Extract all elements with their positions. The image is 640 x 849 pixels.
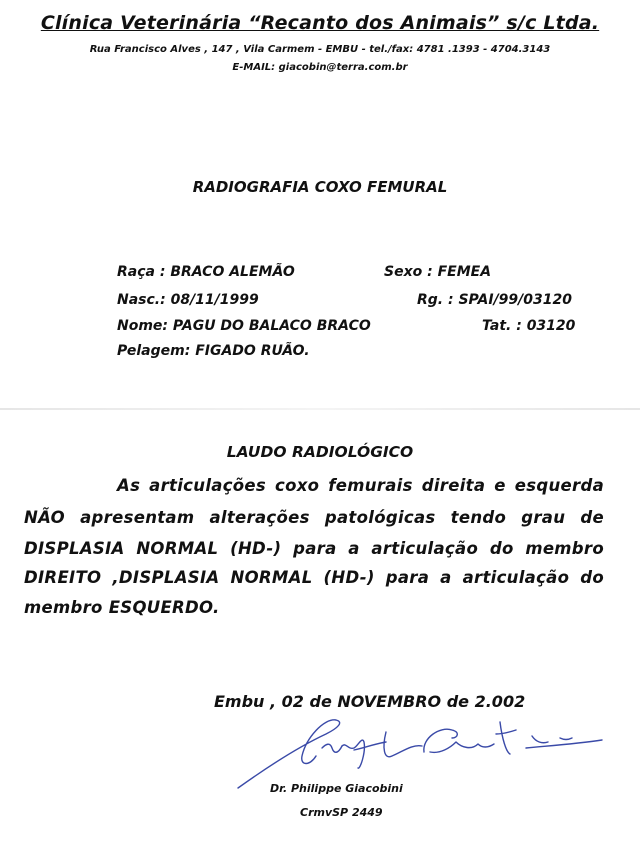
report-title: LAUDO RADIOLÓGICO	[226, 443, 414, 461]
veterinarian-crmv: CrmvSP 2449	[300, 806, 383, 819]
coat-field: Pelagem: FIGADO RUÃO.	[117, 343, 310, 359]
report-line: NÃO apresentam alterações patológicas tendo grau de	[24, 508, 604, 527]
sex-field: Sexo : FEMEA	[384, 264, 492, 280]
clinic-name: Clínica Veterinária “Recanto dos Animais” s/c Ltda.	[40, 12, 600, 34]
veterinarian-name: Dr. Philippe Giacobini	[270, 782, 403, 795]
place-date: Embu , 02 de NOVEMBRO de 2.002	[214, 692, 526, 711]
breed-field: Raça : BRACO ALEMÃO	[117, 264, 295, 280]
paper-fold-line	[0, 408, 640, 410]
document-title: RADIOGRAFIA COXO FEMURAL	[192, 178, 448, 196]
report-line: DISPLASIA NORMAL (HD-) para a articulação do membro	[24, 539, 604, 558]
report-line: membro ESQUERDO.	[24, 598, 220, 617]
registry-field: Rg. : SPAI/99/03120	[417, 292, 572, 308]
clinic-address: Rua Francisco Alves , 147 , Vila Carmem - EMBU - tel./fax: 4781 .1393 - 4704.3143	[89, 44, 551, 55]
birth-date-field: Nasc.: 08/11/1999	[117, 292, 259, 308]
tattoo-field: Tat. : 03120	[482, 318, 576, 334]
report-line: DIREITO ,DISPLASIA NORMAL (HD-) para a articulação do	[24, 568, 604, 587]
clinic-email: E-MAIL: giacobin@terra.com.br	[232, 62, 408, 73]
patient-name-field: Nome: PAGU DO BALACO BRACO	[117, 318, 371, 334]
report-line: As articulações coxo femurais direita e esquerda	[117, 476, 604, 495]
